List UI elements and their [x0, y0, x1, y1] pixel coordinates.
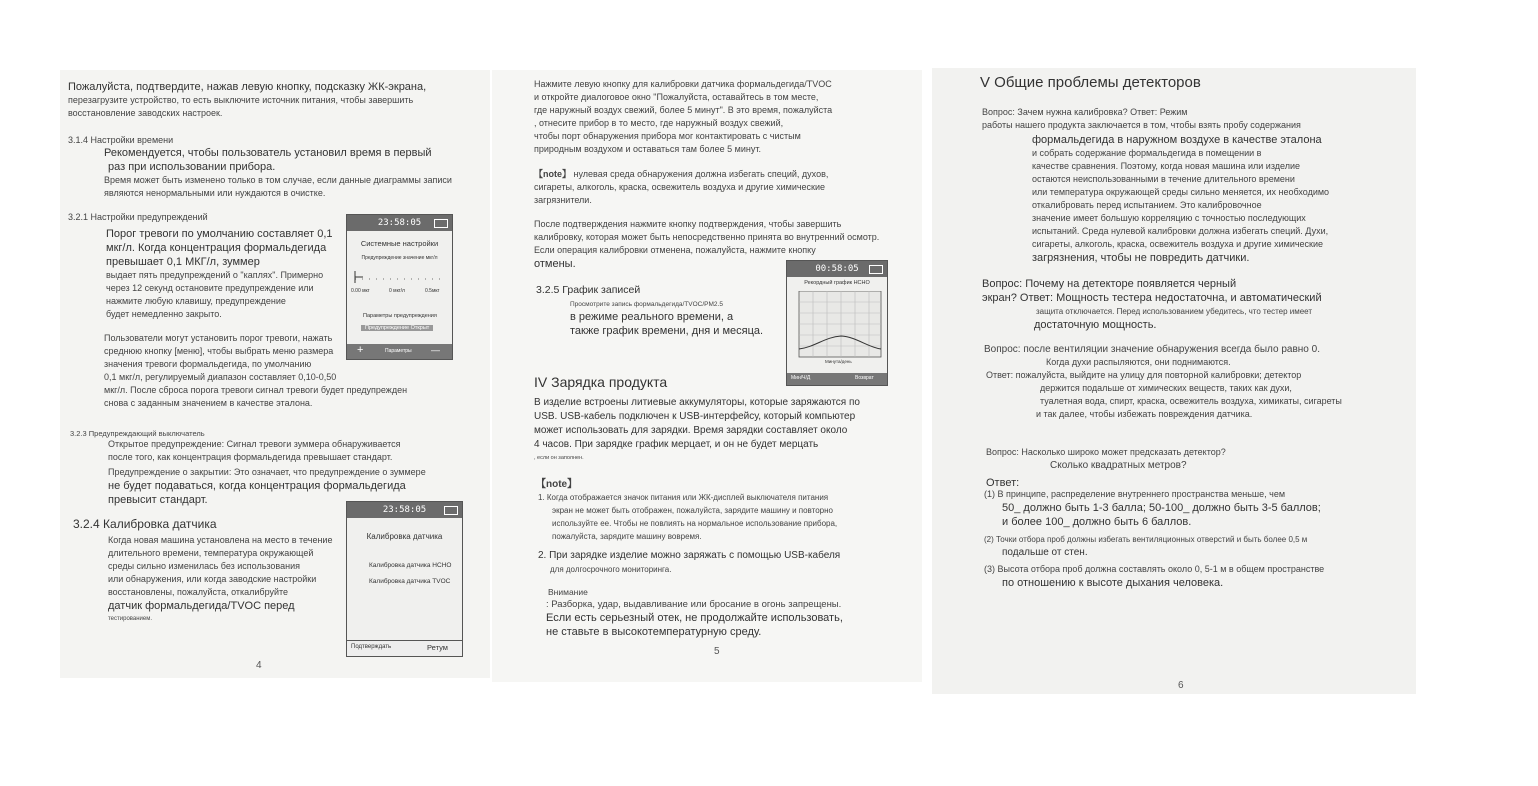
section-title-calibration: 3.2.4 Калибровка датчика — [73, 517, 217, 531]
confirm-button[interactable]: Подтверждать — [351, 644, 392, 650]
text-line: и откройте диалоговое окно "Пожалуйста, оставайтесь в том месте, — [534, 92, 819, 102]
answer-label: Ответ: — [986, 477, 1020, 489]
device-screen-settings — [346, 214, 453, 360]
manual-page-4 — [60, 70, 490, 678]
text-line: и собрать содержание формальдегида в помещении в — [1032, 148, 1262, 158]
text-line: Открытое предупреждение: Сигнал тревоги зуммера обнаруживается — [108, 439, 401, 449]
text-line: экран? Ответ: Мощность тестера недостаточна, и автоматический — [982, 292, 1322, 304]
text-line: : Разборка, удар, выдавливание или бросание в огонь запрещены. — [546, 599, 842, 610]
scale-max-label: 0.5мкг — [425, 288, 440, 294]
device-screen-records — [786, 260, 888, 386]
text-line: держится подальше от химических веществ, таких как духи, — [1040, 383, 1292, 393]
device-clock: 23:58:05 — [347, 502, 462, 518]
page-number: 5 — [714, 646, 720, 657]
text-line: мкг/л. Когда концентрация формальдегида — [106, 242, 327, 254]
text-line: отмены. — [534, 258, 576, 270]
text-line: датчик формальдегида/TVOC перед — [108, 600, 295, 612]
note-label: 【note】 — [536, 479, 578, 490]
device-button-bar — [347, 640, 462, 656]
minus-button[interactable]: — — [431, 345, 440, 355]
text-line: тестированием. — [108, 616, 153, 622]
text-line: и так далее, чтобы избежать повреждения датчика. — [1036, 409, 1253, 419]
text-line: являются ненормальными или нуждаются в очистке. — [104, 188, 326, 198]
manual-page-5 — [492, 70, 922, 682]
faq-calibration — [982, 106, 1301, 132]
battery-icon — [869, 265, 883, 274]
text-line: среды сильно изменилась без использования — [108, 561, 300, 571]
text-line: 50_ должно быть 1-3 балла; 50-100_ должно быть 3-5 баллов; — [1002, 502, 1321, 514]
text-line: значения тревоги формальдегида, по умолчанию — [104, 359, 312, 369]
records-hint: Просмотрите запись формальдегида/TVOC/PM2.5 — [570, 301, 723, 308]
text-line: не ставьте в высокотемпературную среду. — [546, 626, 762, 638]
params-button[interactable]: Параметры — [385, 348, 412, 354]
text-line: Нажмите левую кнопку для калибровки датчика формальдегида/TVOC — [534, 79, 832, 89]
text-line: USB. USB-кабель подключен к USB-интерфейсу, который компьютер — [534, 411, 856, 422]
text-line: сигареты, алкоголь, краска, освежитель воздуха и другие химические — [1032, 239, 1324, 249]
section-alarm-body — [106, 227, 333, 321]
text-line: Вопрос: после вентиляции значение обнаружения всегда было равно 0. — [984, 344, 1320, 355]
section-calibration-body — [108, 534, 332, 626]
text-line: (1) В принципе, распределение внутреннего пространства меньше, чем — [984, 489, 1286, 499]
text-line: После подтверждения нажмите кнопку подтверждения, чтобы завершить — [534, 219, 842, 229]
text-line: Если операция калибровки отменена, пожалуйста, нажмите кнопку — [534, 245, 816, 255]
text-line: формальдегида в наружном воздухе в качестве эталона — [1032, 134, 1322, 146]
text-line: работы нашего продукта заключается в том, чтобы взять пробу содержания — [982, 120, 1301, 130]
records-graph — [791, 291, 883, 361]
text-line: может использовать для зарядки. Время зарядки составляет около — [534, 425, 848, 436]
text-line: по отношению к высоте дыхания человека. — [1002, 577, 1224, 589]
text-line: В изделие встроены литиевые аккумуляторы, которые заряжаются по — [534, 397, 860, 408]
text-line: и более 100_ должно быть 6 баллов. — [1002, 516, 1192, 528]
text-line: мкг/л. После сброса порога тревоги сигнал тревоги будет предупрежден — [104, 385, 408, 395]
device-button-bar — [347, 344, 452, 359]
text-line: Предупреждение о закрытии: Это означает, что предупреждение о зуммере — [108, 467, 426, 477]
faq-calibration-answer — [1032, 133, 1329, 265]
text-line: качестве сравнения. Поэтому, когда новая машина или изделие — [1032, 161, 1301, 171]
menu-item-warning-open[interactable]: Предупреждение Открыт — [361, 325, 433, 331]
battery-icon — [444, 506, 458, 515]
section-switch-body — [108, 438, 426, 507]
section-title-switch: 3.2.3 Предупреждающий выключатель — [70, 429, 205, 438]
text-line: где наружный воздух свежий, более 5 минут". В это время, пожалуйста — [534, 105, 833, 115]
text-line: 1. Когда отображается значок питания или ЖК-дисплей выключателя питания — [538, 493, 829, 502]
attention-title: Внимание — [548, 587, 588, 597]
text-line: экран не может быть отображен, пожалуйста, зарядите машину и повторно — [552, 506, 833, 515]
text-line: значение имеет большую корреляцию с точностью последующих — [1032, 213, 1306, 223]
text-line: Время может быть изменено только в том случае, если данные диаграммы записи — [104, 175, 452, 185]
text-line: природным воздухом и оставаться там более 5 минут. — [534, 144, 761, 154]
scale-min-label: 0.00 мкг — [351, 288, 370, 294]
menu-item-warning-params[interactable]: Параметры предупреждения — [363, 313, 437, 319]
text-line: среднюю кнопку [меню], чтобы выбрать меню размера — [104, 346, 334, 356]
page-number: 6 — [1178, 680, 1184, 691]
text-line: Пользователи могут установить порог тревоги, нажать — [104, 333, 333, 343]
text-line: для долгосрочного мониторинга. — [550, 565, 672, 574]
text-line: загрязнители. — [534, 195, 592, 205]
text-line: Вопрос: Почему на детекторе появляется черный — [982, 278, 1237, 290]
device-title: Рекордный график HCHO — [804, 280, 870, 286]
device-screen-calibration — [346, 501, 463, 657]
section-title-records: 3.2.5 График записей — [536, 284, 641, 296]
text-line: снова с заданным значением в качестве эталона. — [104, 398, 313, 408]
page-title: V Общие проблемы детекторов — [980, 74, 1201, 91]
text-line: испытаний. Среда нулевой калибровки должна избегать специй. Духи, — [1032, 226, 1329, 236]
text-line: (2) Точки отбора проб должны избегать вентиляционных отверстий и быть более 0,5 м — [984, 535, 1308, 544]
text-line: через 12 секунд остановите предупреждение или — [106, 283, 314, 293]
text-line: откалибровать перед испытанием. Это калибровочное — [1032, 200, 1262, 210]
text-line: Сколько квадратных метров? — [1050, 460, 1187, 471]
charging-body — [534, 396, 860, 465]
text-line: Вопрос: Зачем нужна калибровка? Ответ: Режим — [982, 107, 1188, 117]
text-line: 0,1 мкг/л, регулируемый диапазон составляет 0,10-0,50 — [104, 372, 337, 382]
section-title-alarm: 3.2.1 Настройки предупреждений — [68, 212, 208, 222]
text-line: перезагрузите устройство, то есть выключите источник питания, чтобы завершить — [68, 95, 414, 105]
menu-item-hcho-calibration[interactable]: Калибровка датчика HCHO — [369, 562, 452, 569]
text-line: используйте ее. Чтобы не повлиять на нормальное использование прибора, — [552, 519, 838, 528]
device-title: Системные настройки — [360, 239, 439, 248]
attention-body — [546, 598, 843, 639]
text-line: в режиме реального времени, а — [570, 311, 734, 323]
faq-zero-value — [984, 343, 1342, 421]
plus-button[interactable]: + — [357, 344, 364, 356]
text-line: после того, как концентрация формальдегида превышает стандарт. — [108, 452, 393, 462]
text-line: Рекомендуется, чтобы пользователь установил время в первый — [104, 147, 432, 159]
text-line: калибровку, которая может быть непосредственно принята во внутренний осмотр. — [534, 232, 880, 242]
text-line: Ответ: пожалуйста, выйдите на улицу для повторной калибровки; детектор — [986, 370, 1302, 380]
note-1 — [534, 168, 828, 207]
text-line: загрязнения, чтобы не повредить датчики. — [1032, 252, 1250, 264]
text-line: Порог тревоги по умолчанию составляет 0,1 — [106, 228, 333, 240]
text-line: не будет подаваться, когда концентрация формальдегида — [108, 480, 406, 492]
text-line: восстановление заводских настроек. — [68, 108, 223, 118]
page-number: 4 — [256, 660, 262, 671]
text-line: 2. При зарядке изделие можно заряжать с помощью USB-кабеля — [538, 550, 841, 561]
records-body — [570, 310, 763, 338]
battery-icon — [434, 219, 448, 228]
text-line: восстановлены, пожалуйста, откалибруйте — [108, 587, 289, 597]
text-line: пожалуйста, зарядите машину вовремя. — [552, 532, 702, 541]
device-subtitle: Предупреждение значение мкг/л — [361, 255, 438, 261]
text-line: нажмите любую клавишу, предупреждение — [106, 296, 286, 306]
section-title-time: 3.1.4 Настройки времени — [68, 135, 174, 145]
text-line: также график времени, дня и месяца. — [570, 325, 764, 337]
text-line: будет немедленно закрыто. — [106, 309, 222, 319]
text-line: превысит стандарт. — [108, 494, 208, 506]
text-line: Когда духи распыляются, они поднимаются. — [1046, 357, 1231, 367]
intro-paragraph — [68, 80, 426, 120]
text-line: , если он заполнен. — [534, 455, 584, 461]
text-line: Пожалуйста, подтвердите, нажав левую кнопку, подсказку ЖК-экрана, — [68, 81, 427, 93]
text-line: защита отключается. Перед использованием убедитесь, что тестер имеет — [1036, 307, 1313, 316]
text-line: раз при использовании прибора. — [108, 161, 276, 173]
section-title-charging: IV Зарядка продукта — [534, 374, 668, 390]
device-title: Калибровка датчика — [366, 532, 443, 541]
text-line: выдает пять предупреждений о "каплях". Примерно — [106, 270, 324, 280]
text-line: нулевая среда обнаружения должна избегать специй, духов, — [573, 169, 829, 179]
faq-coverage — [986, 446, 1226, 472]
text-line: Вопрос: Насколько широко может предсказать детектор? — [986, 447, 1226, 457]
manual-page-6 — [932, 68, 1416, 694]
section-time-body — [104, 146, 452, 200]
text-line: Когда новая машина установлена на место в течение — [108, 535, 333, 545]
text-line: туалетная вода, спирт, краска, освежитель воздуха, химикаты, сигареты — [1040, 396, 1342, 406]
text-line: достаточную мощность. — [1034, 319, 1157, 331]
scale-mid-label: 0 мкг/л — [389, 288, 405, 294]
note-2 — [538, 491, 840, 576]
text-line: (3) Высота отбора проб должна составлять около 0, 5-1 м в общем пространстве — [984, 564, 1325, 574]
text-line: чтобы порт обнаружения прибора мог контактировать с чистым — [534, 131, 801, 141]
text-line: Если есть серьезный отек, не продолжайте использовать, — [546, 612, 843, 624]
text-line: 4 часов. При зарядке график мерцает, и он не будет мерцать — [534, 439, 819, 450]
text-line: длительного времени, температура окружающей — [108, 548, 314, 558]
device-clock: 23:58:05 — [347, 215, 452, 231]
note-label: 【note】 — [534, 169, 571, 179]
text-line: или температура окружающей среды сильно меняется, их необходимо — [1032, 187, 1330, 197]
faq-black-screen — [982, 277, 1322, 332]
calibration-continue-paragraph — [534, 78, 832, 156]
device-button-bar — [787, 373, 887, 385]
text-line: или обнаружения, или когда заводские настройки — [108, 574, 317, 584]
menu-item-tvoc-calibration[interactable]: Калибровка датчика TVOC — [369, 578, 451, 585]
device-clock: 00:58:05 — [787, 261, 887, 277]
graph-x-label: Минута/день — [825, 359, 852, 364]
return-button[interactable]: Ретум — [427, 643, 448, 652]
period-button[interactable]: Мин/Ч/Д — [791, 375, 811, 381]
text-line: , отнесите прибор в то место, где наружный воздух свежий, — [534, 118, 784, 128]
text-line: превышает 0,1 МКГ/л, зуммер — [106, 256, 260, 268]
coverage-answer — [984, 488, 1324, 590]
text-line: остаются неиспользованными в течение длительного времени — [1032, 174, 1295, 184]
text-line: сигареты, алкоголь, краска, освежитель воздуха и другие химические — [534, 182, 826, 192]
return-button[interactable]: Возврат — [855, 375, 874, 381]
text-line: подальше от стен. — [1002, 547, 1088, 558]
